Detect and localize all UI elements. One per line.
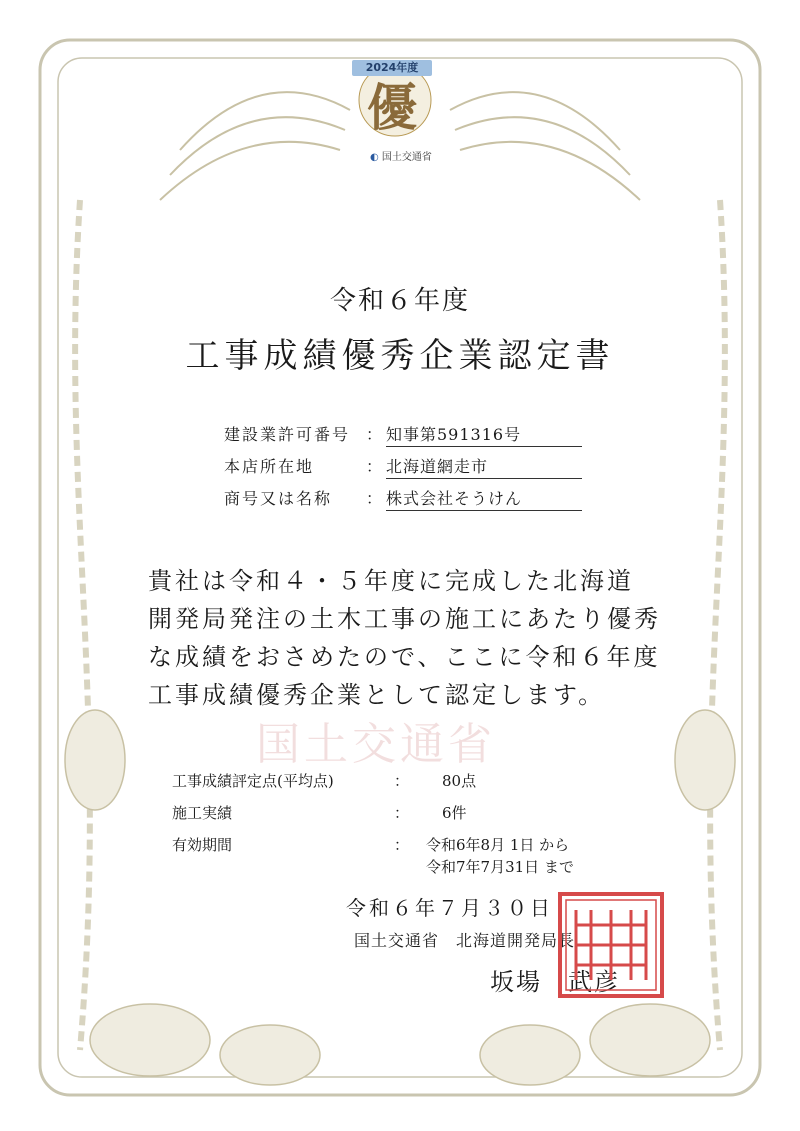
statement-line: 貴社は令和４・５年度に完成した北海道 [148,567,634,595]
info-label: 本店所在地 [224,457,315,476]
statement-line: な成績をおさめたので、ここに令和６年度 [148,643,661,671]
ministry-logo-label: ◐ 国土交通省 [370,152,432,163]
underline [386,510,582,511]
statement-line: 工事成績優秀企業として認定します。 [148,681,606,709]
ministry-icon: ◐ [370,152,379,163]
info-value: 株式会社そうけん [386,489,523,508]
issue-date: 令和６年７月３０日 [346,896,553,920]
award-year-badge: 2024年度 [352,60,432,76]
detail-row-score: 工事成績評定点(平均点) ： 80点 [172,770,672,794]
detail-row-validity: 有効期間 ： 令和6年8月 1日 から [172,834,672,858]
detail-label: 有効期間 [172,836,233,854]
underline [386,478,582,479]
detail-label: 工事成績評定点(平均点) [172,772,334,790]
detail-value: 令和7年7月31日 まで [426,858,574,876]
signer-name: 坂場 武彦 [490,968,620,996]
detail-value: 6件 [442,804,467,822]
watermark: 国土交通省 [256,719,496,770]
underline [386,446,582,447]
detail-value: 令和6年8月 1日 から [426,836,570,854]
award-emblem: 優 [367,78,417,137]
info-value: 北海道網走市 [386,457,489,476]
detail-row-record: 施工実績 ： 6件 [172,802,672,826]
detail-value: 80点 [442,772,477,790]
official-seal [556,890,666,1000]
detail-row-validity-end [172,856,672,880]
info-row-head-office: 本店所在地 ： 北海道網走市 [224,454,584,482]
statement-text [148,562,668,714]
issuer: 国土交通省 北海道開発局長 [354,931,576,950]
info-value: 知事第591316号 [386,425,522,444]
info-label: 商号又は名称 [224,489,333,508]
info-label: 建設業許可番号 [224,425,351,444]
detail-label: 施工実績 [172,804,233,822]
certificate-title: 工事成績優秀企業認定書 [185,336,615,376]
info-row-license: 建設業許可番号 ： 知事第591316号 [224,422,584,450]
info-row-company-name: 商号又は名称 ： 株式会社そうけん [224,486,584,514]
statement-line: 開発局発注の土木工事の施工にあたり優秀 [148,605,661,633]
certificate-era-title: 令和６年度 [329,286,470,316]
